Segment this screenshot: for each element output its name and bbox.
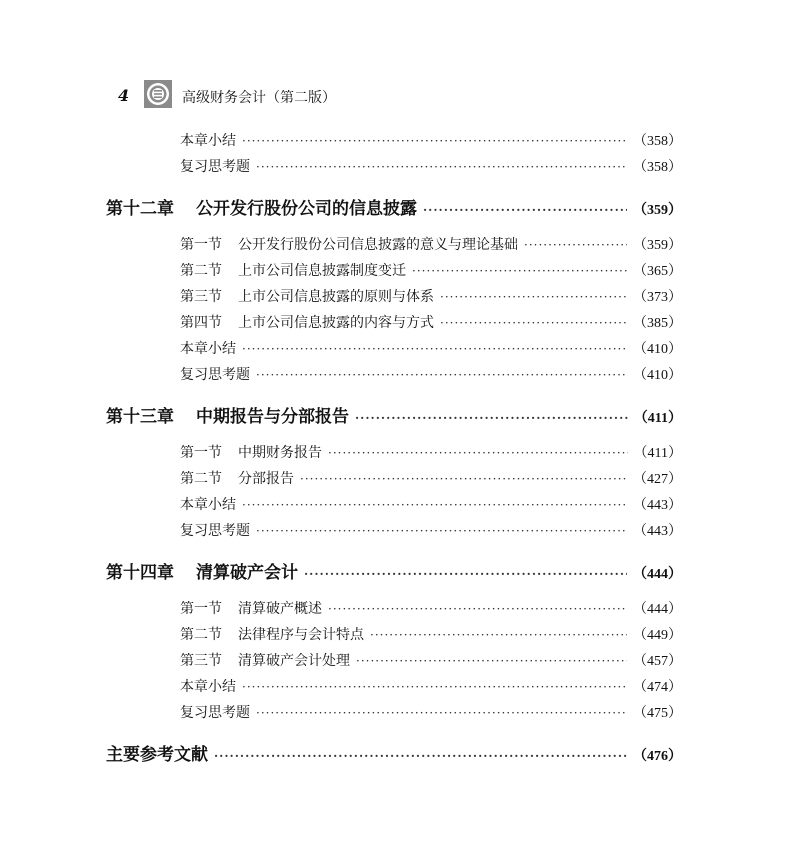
toc-leader-dots bbox=[412, 264, 627, 278]
toc-leader-dots bbox=[256, 706, 627, 720]
toc-page-number: （411） bbox=[633, 411, 682, 426]
toc-leader-dots bbox=[524, 238, 627, 252]
toc-page-number: （410） bbox=[633, 342, 682, 357]
chapter-number: 第十二章 bbox=[106, 199, 174, 219]
toc-page-number: （474） bbox=[633, 680, 682, 695]
toc-leader-dots bbox=[328, 602, 627, 616]
page-number: 4 bbox=[118, 86, 130, 105]
section-number: 第三节 bbox=[180, 289, 222, 305]
toc-leader-dots bbox=[242, 134, 627, 148]
section-title: 上市公司信息披露制度变迁 bbox=[238, 263, 406, 279]
toc-page-number: （358） bbox=[633, 134, 682, 149]
chapter-title: 中期报告与分部报告 bbox=[196, 407, 349, 427]
book-title: 高级财务会计（第二版） bbox=[182, 90, 336, 106]
section-title: 清算破产会计处理 bbox=[238, 653, 350, 669]
toc-page-number: （449） bbox=[633, 628, 682, 643]
toc-entry-summary[interactable] bbox=[180, 338, 682, 360]
toc-entry-summary[interactable] bbox=[180, 494, 682, 516]
section-number: 第二节 bbox=[180, 471, 222, 487]
toc-entry-review-questions[interactable] bbox=[180, 520, 682, 542]
toc-page-number: （475） bbox=[633, 706, 682, 721]
section-number: 第三节 bbox=[180, 653, 222, 669]
toc-section[interactable] bbox=[180, 468, 682, 490]
toc-entry-label: 复习思考题 bbox=[180, 705, 250, 721]
toc-entry-label: 本章小结 bbox=[180, 341, 236, 357]
page-header bbox=[118, 80, 518, 110]
toc-references[interactable] bbox=[106, 740, 682, 766]
toc-page-number: （359） bbox=[633, 203, 682, 218]
toc-page-number: （457） bbox=[633, 654, 682, 669]
toc-section[interactable] bbox=[180, 442, 682, 464]
toc-section[interactable] bbox=[180, 650, 682, 672]
toc-entry-review-questions[interactable] bbox=[180, 156, 682, 178]
toc-leader-dots bbox=[256, 368, 627, 382]
toc-leader-dots bbox=[300, 472, 627, 486]
toc-leader-dots bbox=[304, 567, 627, 581]
toc-leader-dots bbox=[423, 203, 627, 217]
references-title: 主要参考文献 bbox=[106, 745, 208, 765]
toc-leader-dots bbox=[256, 524, 627, 538]
toc-entry-summary[interactable] bbox=[180, 130, 682, 152]
section-title: 上市公司信息披露的内容与方式 bbox=[238, 315, 434, 331]
toc-section[interactable] bbox=[180, 598, 682, 620]
toc-section[interactable] bbox=[180, 312, 682, 334]
toc-chapter-14[interactable] bbox=[106, 558, 682, 584]
toc-section[interactable] bbox=[180, 624, 682, 646]
toc-page-number: （444） bbox=[633, 602, 682, 617]
toc-page-number: （443） bbox=[633, 524, 682, 539]
toc-leader-dots bbox=[256, 160, 627, 174]
toc-page-number: （427） bbox=[633, 472, 682, 487]
toc-leader-dots bbox=[370, 628, 627, 642]
toc-entry-review-questions[interactable] bbox=[180, 702, 682, 724]
toc-page-number: （358） bbox=[633, 160, 682, 175]
toc-leader-dots bbox=[440, 290, 627, 304]
chapter-title: 公开发行股份公司的信息披露 bbox=[196, 199, 417, 219]
toc-page-number: （411） bbox=[633, 446, 682, 461]
toc-leader-dots bbox=[242, 680, 627, 694]
toc-page-number: （443） bbox=[633, 498, 682, 513]
toc-page-number: （365） bbox=[633, 264, 682, 279]
toc-chapter-12[interactable] bbox=[106, 194, 682, 220]
toc-page-number: （385） bbox=[633, 316, 682, 331]
section-title: 清算破产概述 bbox=[238, 601, 322, 617]
toc-leader-dots bbox=[356, 654, 627, 668]
publisher-logo-icon bbox=[144, 80, 172, 108]
toc-section[interactable] bbox=[180, 234, 682, 256]
section-number: 第一节 bbox=[180, 237, 222, 253]
toc-entry-label: 复习思考题 bbox=[180, 367, 250, 383]
toc-page-number: （444） bbox=[633, 567, 682, 582]
section-title: 法律程序与会计特点 bbox=[238, 627, 364, 643]
section-number: 第一节 bbox=[180, 601, 222, 617]
toc-entry-summary[interactable] bbox=[180, 676, 682, 698]
toc-entry-label: 复习思考题 bbox=[180, 523, 250, 539]
toc-leader-dots bbox=[328, 446, 628, 460]
section-title: 上市公司信息披露的原则与体系 bbox=[238, 289, 434, 305]
toc-page-number: （476） bbox=[633, 749, 682, 764]
toc-entry-label: 本章小结 bbox=[180, 679, 236, 695]
toc-page-number: （359） bbox=[633, 238, 682, 253]
section-number: 第二节 bbox=[180, 627, 222, 643]
toc-section[interactable] bbox=[180, 260, 682, 282]
toc-chapter-13[interactable] bbox=[106, 402, 682, 428]
toc-entry-label: 复习思考题 bbox=[180, 159, 250, 175]
toc-entry-label: 本章小结 bbox=[180, 497, 236, 513]
toc-leader-dots bbox=[355, 411, 628, 425]
section-title: 公开发行股份公司信息披露的意义与理论基础 bbox=[238, 237, 518, 253]
section-number: 第四节 bbox=[180, 315, 222, 331]
toc-entry-label: 本章小结 bbox=[180, 133, 236, 149]
section-number: 第一节 bbox=[180, 445, 222, 461]
section-title: 中期财务报告 bbox=[238, 445, 322, 461]
chapter-title: 清算破产会计 bbox=[196, 563, 298, 583]
toc-section[interactable] bbox=[180, 286, 682, 308]
toc-leader-dots bbox=[242, 342, 627, 356]
toc-leader-dots bbox=[242, 498, 627, 512]
toc-entry-review-questions[interactable] bbox=[180, 364, 682, 386]
toc-leader-dots bbox=[214, 749, 627, 763]
section-title: 分部报告 bbox=[238, 471, 294, 487]
chapter-number: 第十四章 bbox=[106, 563, 174, 583]
chapter-number: 第十三章 bbox=[106, 407, 174, 427]
toc-page-number: （410） bbox=[633, 368, 682, 383]
section-number: 第二节 bbox=[180, 263, 222, 279]
toc-leader-dots bbox=[440, 316, 627, 330]
toc-page-number: （373） bbox=[633, 290, 682, 305]
